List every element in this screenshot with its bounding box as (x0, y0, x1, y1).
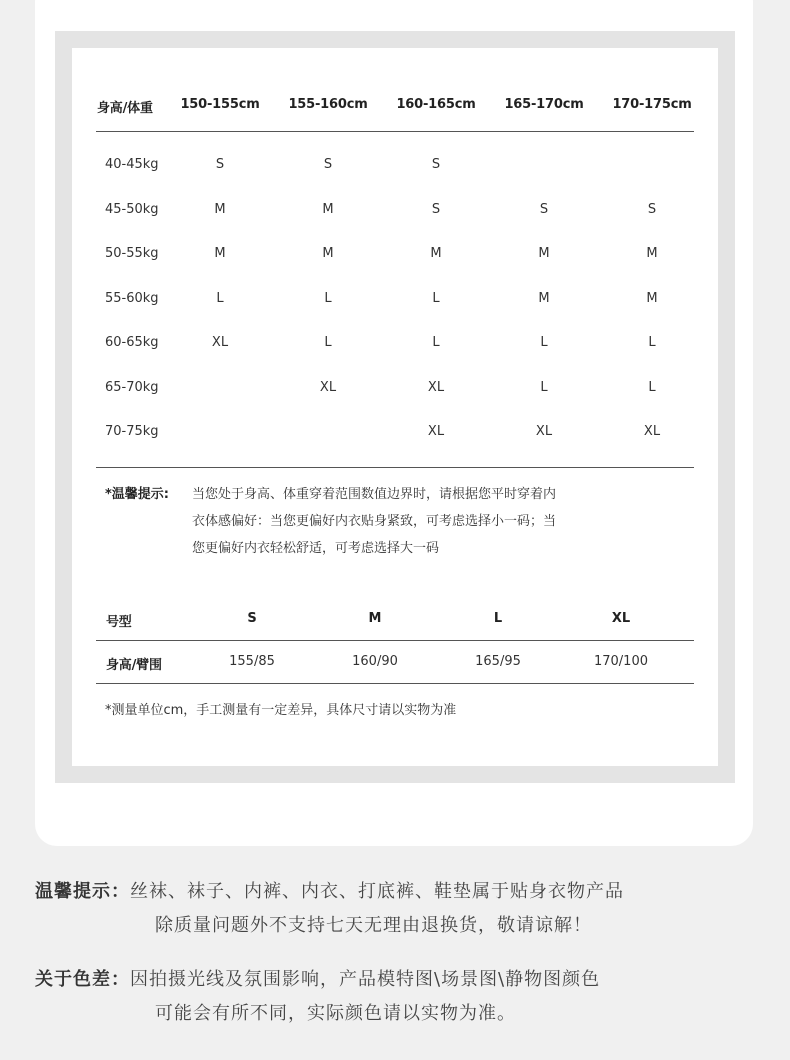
size-cell: M (214, 202, 226, 217)
model-value-cell: 155/85 (229, 654, 275, 669)
model-size-header: L (493, 611, 503, 626)
measurement-note: *测量单位cm，手工测量有一定差异，具体尺寸请以实物为准 (105, 703, 457, 718)
size-cell: L (648, 380, 656, 395)
warm-tip-line: 除质量问题外不支持七天无理由退换货，敬请谅解！ (155, 915, 592, 936)
size-cell: M (322, 202, 334, 217)
model-value-cell: 160/90 (352, 654, 398, 669)
tip-label: *温馨提示: (105, 487, 169, 502)
size-cell: XL (427, 424, 445, 439)
size-cell: L (432, 335, 440, 350)
tip-line: 您更偏好内衣轻松舒适，可考虑选择大一码 (192, 541, 440, 556)
size-cell: M (646, 246, 658, 261)
height-header: 165-170cm (504, 97, 584, 112)
weight-label: 55-60kg (105, 291, 159, 306)
tip-line: 衣体感偏好：当您更偏好内衣贴身紧致，可考虑选择小一码；当 (192, 514, 557, 529)
model-size-header: M (368, 611, 382, 626)
size-cell: M (646, 291, 658, 306)
model-table-bottom-divider (96, 683, 694, 684)
color-diff-section (35, 963, 600, 1031)
size-cell: S (323, 157, 333, 172)
color-diff-line: 可能会有所不同，实际颜色请以实物为准。 (155, 1003, 516, 1024)
size-cell: S (431, 157, 441, 172)
warm-tip-key: 温馨提示： (35, 881, 130, 902)
header-divider (96, 131, 694, 132)
color-diff-line: 因拍摄光线及氛围影响，产品模特图\场景图\静物图颜色 (130, 969, 601, 990)
model-row-label: 号型 (106, 615, 132, 630)
size-cell: S (431, 202, 441, 217)
tip-text (192, 481, 556, 562)
warm-tip-line: 丝袜、袜子、内裤、内衣、打底裤、鞋垫属于贴身衣物产品 (130, 881, 624, 902)
size-cell: XL (427, 380, 445, 395)
weight-label: 70-75kg (105, 424, 159, 439)
size-cell: S (215, 157, 225, 172)
size-cell: L (540, 380, 548, 395)
size-cell: XL (535, 424, 553, 439)
height-header: 170-175cm (612, 97, 692, 112)
size-cell: XL (319, 380, 337, 395)
weight-label: 65-70kg (105, 380, 159, 395)
size-cell: M (538, 246, 550, 261)
color-diff-key: 关于色差： (35, 969, 130, 990)
size-cell: XL (211, 335, 229, 350)
height-header: 155-160cm (288, 97, 368, 112)
height-header: 160-165cm (396, 97, 476, 112)
size-cell: L (216, 291, 224, 306)
weight-label: 40-45kg (105, 157, 159, 172)
warm-tip-section (35, 875, 624, 943)
size-cell: M (430, 246, 442, 261)
model-table-divider (96, 640, 694, 641)
size-cell: L (540, 335, 548, 350)
size-cell: M (214, 246, 226, 261)
weight-label: 50-55kg (105, 246, 159, 261)
model-size-header: S (247, 611, 257, 626)
table-bottom-divider (96, 467, 694, 468)
height-header: 150-155cm (180, 97, 260, 112)
size-table-corner-header: 身高/体重 (97, 101, 153, 116)
weight-label: 60-65kg (105, 335, 159, 350)
size-cell: L (432, 291, 440, 306)
size-cell: L (324, 291, 332, 306)
size-cell: M (322, 246, 334, 261)
size-cell: L (648, 335, 656, 350)
size-cell: XL (643, 424, 661, 439)
size-cell: M (538, 291, 550, 306)
weight-label: 45-50kg (105, 202, 159, 217)
size-cell: L (324, 335, 332, 350)
model-size-header: XL (611, 611, 631, 626)
tip-line: 当您处于身高、体重穿着范围数值边界时，请根据您平时穿着内 (192, 487, 557, 502)
height-arm-row-label: 身高/臂围 (106, 658, 162, 673)
size-cell: S (539, 202, 549, 217)
size-cell: S (647, 202, 657, 217)
model-value-cell: 170/100 (593, 654, 648, 669)
model-value-cell: 165/95 (475, 654, 521, 669)
